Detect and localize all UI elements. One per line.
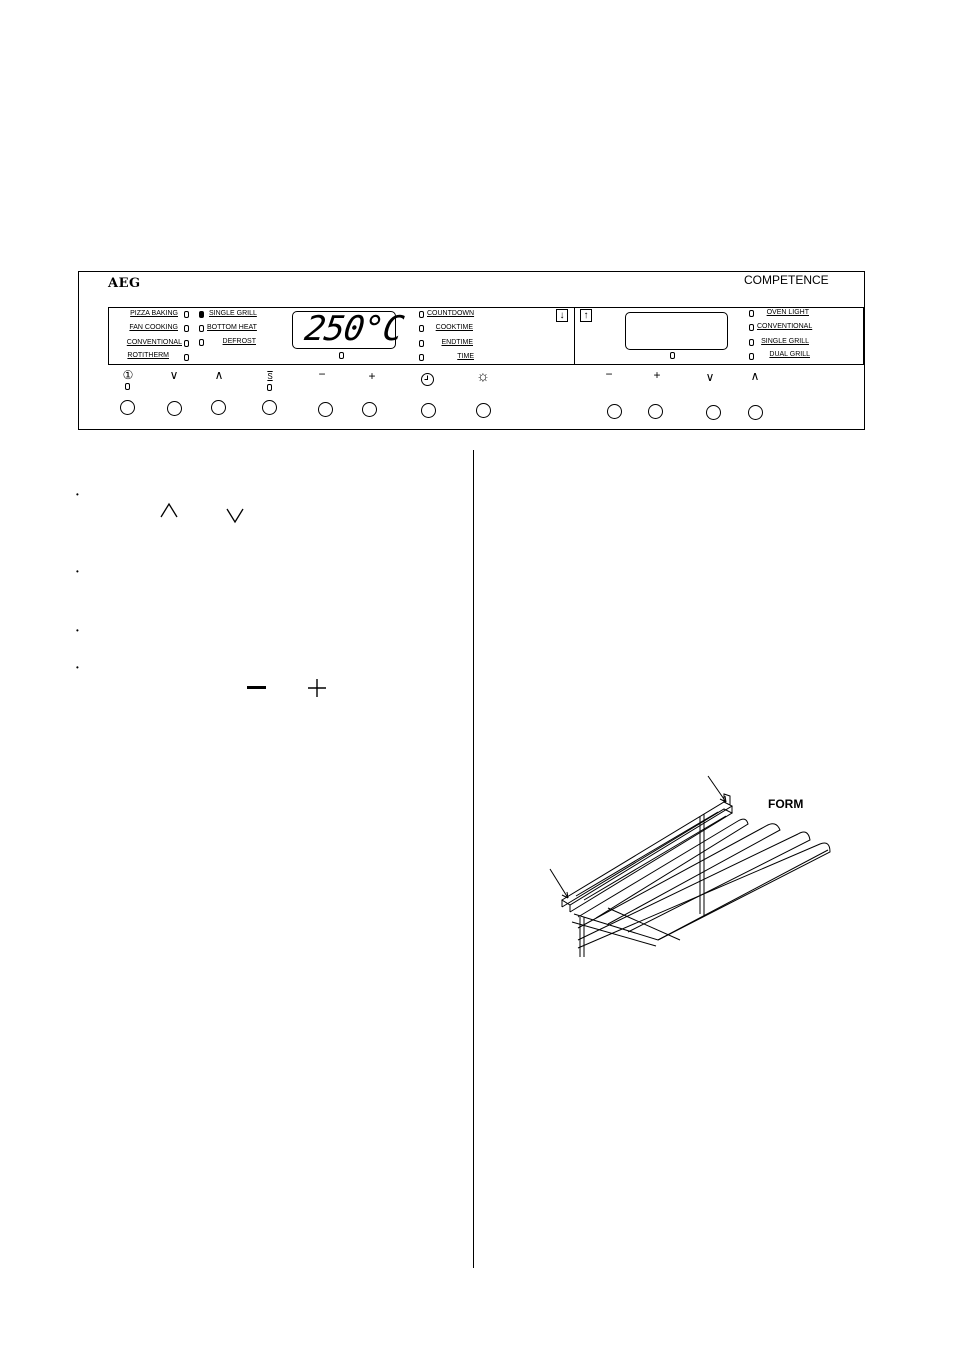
led-countdown <box>419 311 424 318</box>
chevron-down-icon-3 <box>226 508 244 529</box>
label-fan-cooking: FAN COOKING <box>129 324 178 331</box>
plus-icon: + <box>368 369 376 383</box>
minus-icon-2: − <box>605 367 613 381</box>
chevron-down-icon: ∨ <box>169 368 179 382</box>
up-button <box>211 400 226 415</box>
column-divider <box>473 450 474 1268</box>
led-second-display <box>670 352 675 359</box>
minus-symbol <box>247 686 266 689</box>
label-bottom-heat: BOTTOM HEAT <box>207 324 257 331</box>
led-oven-light <box>749 310 754 317</box>
panel-divider <box>574 307 575 365</box>
model-name: COMPETENCE <box>744 273 829 287</box>
led-bottom-heat <box>199 325 204 332</box>
led-endtime <box>419 340 424 347</box>
clock-icon <box>420 372 435 392</box>
plus-icon-2: + <box>653 368 661 382</box>
chevron-up-icon-2: ∧ <box>750 369 760 383</box>
arrow-up-icon: ↑ <box>580 309 592 322</box>
led-defrost <box>199 339 204 346</box>
down-button <box>167 401 182 416</box>
plus-button <box>362 402 377 417</box>
bullet-4: • <box>76 663 79 672</box>
arrow-down-icon: ↓ <box>556 309 568 322</box>
shelf-rack-illustration <box>548 772 838 967</box>
led-dual-grill <box>749 353 754 360</box>
led-single-grill <box>199 311 204 318</box>
led-rotitherm <box>184 354 189 361</box>
label-time: TIME <box>457 353 474 360</box>
label-pizza-baking: PIZZA BAKING <box>130 310 178 317</box>
label-single-grill: SINGLE GRILL <box>209 310 257 317</box>
brand-logo: AEG <box>108 276 141 291</box>
minus-button-2 <box>607 404 622 419</box>
led-conventional-2 <box>749 324 754 331</box>
temperature-readout: 250°C <box>302 309 406 349</box>
led-pizza-baking <box>184 311 189 318</box>
bullet-1: • <box>76 490 79 499</box>
led-s-key <box>267 384 272 391</box>
led-cooktime <box>419 325 424 332</box>
bullet-2: • <box>76 567 79 576</box>
bullet-3: • <box>76 626 79 635</box>
power-button <box>120 400 135 415</box>
label-oven-light: OVEN LIGHT <box>766 309 809 316</box>
led-single-grill-2 <box>749 339 754 346</box>
minus-icon: − <box>318 367 326 381</box>
s-key-icon: S <box>267 372 273 381</box>
label-conventional-2: CONVENTIONAL <box>757 323 813 330</box>
figure-label-form: FORM <box>768 797 804 811</box>
led-power <box>125 383 130 390</box>
led-conventional <box>184 340 189 347</box>
chevron-up-icon-3 <box>160 502 178 523</box>
led-display <box>339 352 344 359</box>
label-defrost: DEFROST <box>222 338 256 345</box>
led-fan-cooking <box>184 325 189 332</box>
label-endtime: ENDTIME <box>441 339 473 346</box>
chevron-down-icon-2: ∨ <box>705 370 715 384</box>
label-cooktime: COOKTIME <box>435 324 473 331</box>
second-display <box>625 312 728 350</box>
clock-button <box>421 403 436 418</box>
light-button <box>476 403 491 418</box>
label-dual-grill: DUAL GRILL <box>769 351 810 358</box>
chevron-up-icon: ∧ <box>214 368 224 382</box>
down-button-2 <box>706 405 721 420</box>
led-time <box>419 354 424 361</box>
plus-symbol <box>307 678 327 703</box>
light-icon: ☼ <box>476 368 490 385</box>
up-button-2 <box>748 405 763 420</box>
label-single-grill-2: SINGLE GRILL <box>761 338 809 345</box>
s-button <box>262 400 277 415</box>
power-icon: ① <box>122 368 134 382</box>
label-rotitherm: ROTITHERM <box>127 352 169 359</box>
plus-button-2 <box>648 404 663 419</box>
minus-button <box>318 402 333 417</box>
label-conventional: CONVENTIONAL <box>126 339 182 346</box>
label-countdown: COUNTDOWN <box>427 310 475 317</box>
